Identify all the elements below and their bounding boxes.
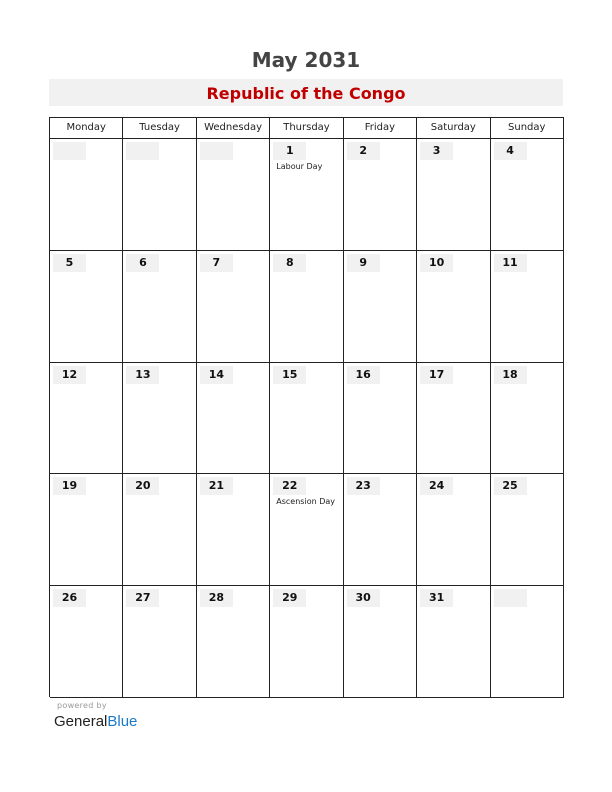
day-cell <box>197 474 270 586</box>
day-number-badge <box>53 477 86 495</box>
day-number: 17 <box>428 367 445 381</box>
calendar-grid <box>49 117 564 697</box>
day-cell <box>417 139 490 251</box>
day-number: 11 <box>502 255 518 269</box>
day-number-badge <box>126 366 159 384</box>
brand-blue: Blue <box>107 713 138 730</box>
week-row <box>50 363 564 475</box>
day-number: 1 <box>285 144 294 157</box>
weekday-header-saturday: Saturday <box>417 118 490 139</box>
empty-day-cell <box>491 586 564 698</box>
day-number: 31 <box>428 591 445 605</box>
day-cell <box>270 586 343 698</box>
day-number: 2 <box>359 144 368 157</box>
empty-day-badge <box>53 142 86 160</box>
generalblue-logo <box>54 713 137 730</box>
week-row <box>50 139 564 251</box>
day-cell <box>417 586 490 698</box>
day-number-badge <box>420 142 453 160</box>
day-number-badge <box>273 477 306 495</box>
day-number-badge <box>347 477 380 495</box>
day-cell <box>50 363 123 475</box>
weekday-header-sunday: Sunday <box>491 118 564 139</box>
day-cell <box>50 586 123 698</box>
day-cell <box>344 363 417 475</box>
day-number: 13 <box>135 367 151 381</box>
day-number-badge <box>420 589 453 607</box>
day-cell <box>417 363 490 475</box>
holiday-label: Ascension Day <box>276 497 335 507</box>
day-cell <box>491 251 564 363</box>
day-cell <box>344 474 417 586</box>
day-number: 5 <box>65 255 74 269</box>
day-cell <box>417 251 490 363</box>
day-number: 24 <box>428 479 445 493</box>
day-number-badge <box>126 589 159 607</box>
day-cell <box>270 251 343 363</box>
day-cell <box>344 251 417 363</box>
day-number-badge <box>200 589 233 607</box>
day-number-badge <box>126 477 159 495</box>
weekday-header-wednesday: Wednesday <box>197 118 270 139</box>
day-number: 8 <box>285 255 294 269</box>
day-number-badge <box>200 254 233 272</box>
day-number: 6 <box>139 255 147 269</box>
day-cell <box>197 251 270 363</box>
day-number: 30 <box>355 591 371 605</box>
day-number: 20 <box>135 479 151 493</box>
weekday-header-row <box>50 118 564 139</box>
day-number: 22 <box>282 479 298 493</box>
day-cell <box>491 139 564 251</box>
day-number-badge <box>420 477 453 495</box>
day-number: 25 <box>502 479 518 493</box>
empty-day-badge <box>200 142 233 160</box>
day-number: 16 <box>355 367 371 381</box>
day-number: 15 <box>282 367 298 381</box>
week-row <box>50 586 564 698</box>
day-number: 21 <box>208 479 224 493</box>
day-number-badge <box>273 142 306 160</box>
day-number-badge <box>273 589 306 607</box>
day-cell <box>344 139 417 251</box>
day-number-badge <box>420 254 453 272</box>
empty-day-cell <box>123 139 196 251</box>
day-number: 27 <box>135 591 151 605</box>
holiday-label: Labour Day <box>276 162 323 171</box>
day-number-badge <box>53 589 86 607</box>
day-number-badge <box>494 477 527 495</box>
weekday-header-friday: Friday <box>344 118 417 139</box>
empty-day-badge <box>126 142 159 160</box>
brand-general: General <box>54 713 108 730</box>
day-number-badge <box>53 254 86 272</box>
day-number-badge <box>273 366 306 384</box>
day-number-badge <box>200 477 233 495</box>
day-number: 23 <box>355 479 371 493</box>
country-banner <box>49 79 563 106</box>
day-number: 4 <box>506 144 514 157</box>
calendar-weeks <box>50 139 564 698</box>
day-number-badge <box>420 366 453 384</box>
day-number: 28 <box>208 591 224 605</box>
day-cell <box>123 586 196 698</box>
day-number-badge <box>200 366 233 384</box>
day-number: 9 <box>359 255 368 269</box>
weekday-header-tuesday: Tuesday <box>123 118 196 139</box>
day-number-badge <box>347 366 380 384</box>
day-cell <box>491 474 564 586</box>
day-cell <box>197 586 270 698</box>
day-number-badge <box>494 366 527 384</box>
weekday-header-thursday: Thursday <box>270 118 343 139</box>
page-title: May 2031 <box>251 48 361 72</box>
day-number-badge <box>347 142 380 160</box>
day-cell <box>123 251 196 363</box>
day-number-badge <box>273 254 306 272</box>
day-number-badge <box>347 589 380 607</box>
day-number-badge <box>347 254 380 272</box>
day-number-badge <box>494 254 527 272</box>
day-number: 19 <box>61 479 78 493</box>
day-cell <box>344 586 417 698</box>
day-cell <box>270 363 343 475</box>
day-cell <box>50 251 123 363</box>
day-cell <box>197 363 270 475</box>
day-cell <box>123 363 196 475</box>
day-cell <box>50 474 123 586</box>
empty-day-cell <box>197 139 270 251</box>
day-number: 7 <box>212 255 221 269</box>
empty-day-badge <box>494 589 527 607</box>
day-cell <box>417 474 490 586</box>
weekday-header-monday: Monday <box>50 118 123 139</box>
day-number: 3 <box>432 144 441 157</box>
powered-by-label: powered by <box>57 701 107 710</box>
empty-day-cell <box>50 139 123 251</box>
day-number: 29 <box>282 591 298 605</box>
day-number-badge <box>494 142 527 160</box>
week-row <box>50 474 564 586</box>
day-number: 26 <box>61 591 78 605</box>
day-cell <box>270 139 343 251</box>
day-cell <box>491 363 564 475</box>
day-number: 18 <box>502 367 518 381</box>
day-cell <box>270 474 343 586</box>
day-number-badge <box>53 366 86 384</box>
country-name: Republic of the Congo <box>206 84 406 103</box>
week-row <box>50 251 564 363</box>
day-number: 10 <box>428 255 445 269</box>
day-cell <box>123 474 196 586</box>
day-number: 12 <box>61 367 78 381</box>
day-number: 14 <box>208 367 224 381</box>
day-number-badge <box>126 254 159 272</box>
